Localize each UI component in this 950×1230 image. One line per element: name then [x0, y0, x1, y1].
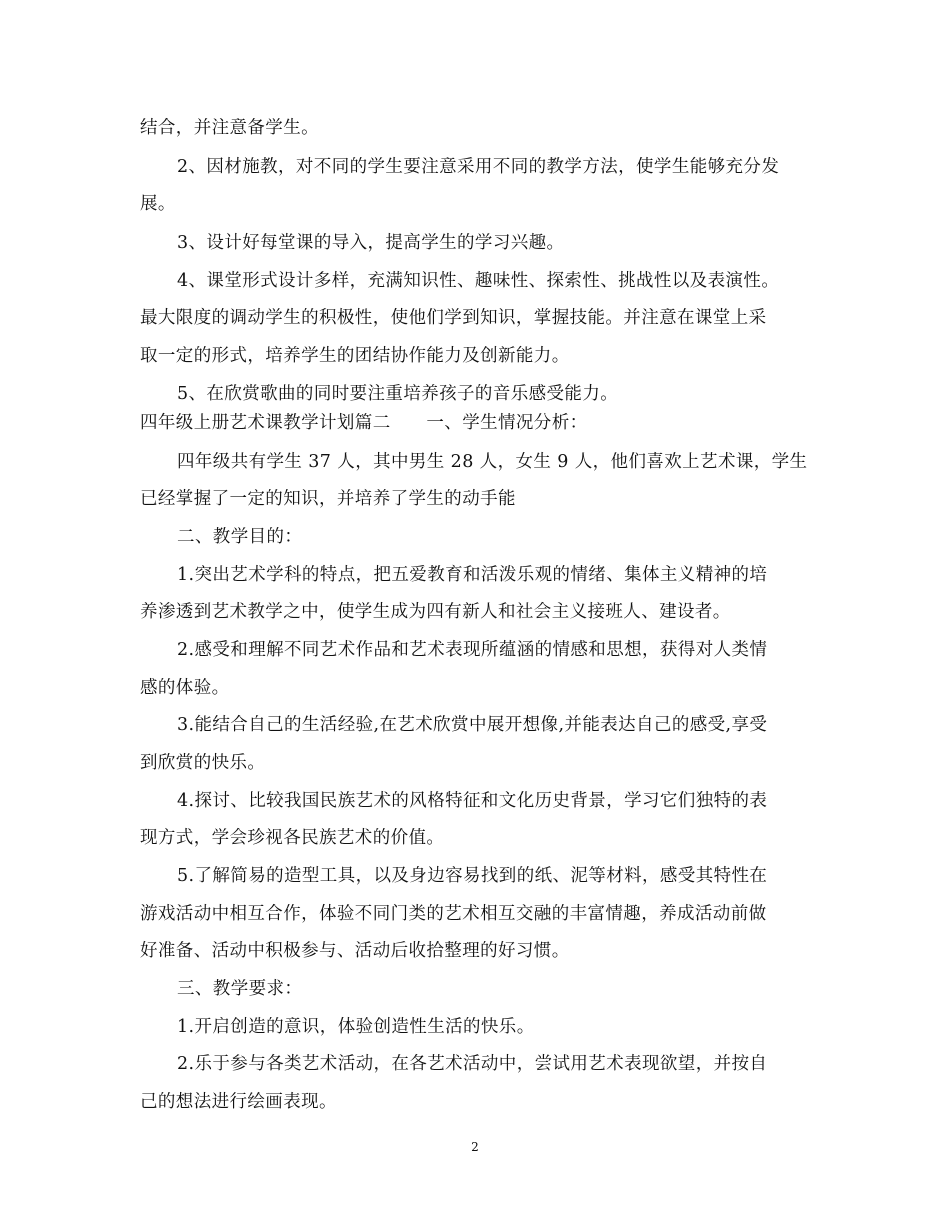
section-heading: 三、教学要求： [177, 979, 303, 999]
text-line: 3、设计好每堂课的导入，提高学生的学习兴趣。 [177, 233, 565, 253]
text-line: 5.了解简易的造型工具，以及身边容易找到的纸、泥等材料，感受其特性在 [177, 866, 768, 886]
text-line: 1.突出艺术学科的特点，把五爱教育和活泼乐观的情绪、集体主义精神的培 [177, 565, 768, 585]
text-line: 己的想法进行绘画表现。 [140, 1092, 337, 1112]
text-line: 好准备、活动中积极参与、活动后收拾整理的好习惯。 [140, 941, 570, 961]
text-line: 1.开启创造的意识，体验创造性生活的快乐。 [177, 1017, 535, 1037]
section-heading: 二、教学目的： [177, 527, 303, 547]
text-line: 2.乐于参与各类艺术活动，在各艺术活动中，尝试用艺术表现欲望，并按自 [177, 1054, 768, 1074]
section-title: 四年级上册艺术课教学计划篇二 一、学生情况分析： [140, 413, 588, 433]
text-line: 结合，并注意备学生。 [140, 118, 319, 138]
text-line: 展。 [140, 194, 176, 214]
text-line: 感的体验。 [140, 678, 230, 698]
text-line: 养渗透到艺术教学之中，使学生成为四有新人和社会主义接班人、建设者。 [140, 602, 731, 622]
text-line: 游戏活动中相互合作，体验不同门类的艺术相互交融的丰富情趣，养成活动前做 [140, 904, 767, 924]
text-line: 4、课堂形式设计多样，充满知识性、趣味性、探索性、挑战性以及表演性。 [177, 271, 780, 291]
text-line: 四年级共有学生 37 人，其中男生 28 人，女生 9 人，他们喜欢上艺术课，学生 [177, 452, 808, 472]
page-number: 2 [471, 1140, 479, 1154]
text-line: 最大限度的调动学生的积极性，使他们学到知识，掌握技能。并注意在课堂上采 [140, 308, 767, 328]
text-line: 4.探讨、比较我国民族艺术的风格特征和文化历史背景，学习它们独特的表 [177, 791, 768, 811]
text-line: 2.感受和理解不同艺术作品和艺术表现所蕴涵的情感和思想，获得对人类情 [177, 640, 768, 660]
text-line: 5、在欣赏歌曲的同时要注重培养孩子的音乐感受能力。 [177, 384, 619, 404]
text-line: 2、因材施教，对不同的学生要注意采用不同的教学方法，使学生能够充分发 [177, 157, 780, 177]
text-line: 现方式，学会珍视各民族艺术的价值。 [140, 828, 445, 848]
text-line: 取一定的形式，培养学生的团结协作能力及创新能力。 [140, 346, 570, 366]
text-line: 到欣赏的快乐。 [140, 753, 266, 773]
text-line: 3.能结合自己的生活经验,在艺术欣赏中展开想像,并能表达自己的感受,享受 [177, 715, 768, 735]
text-line: 已经掌握了一定的知识，并培养了学生的动手能 [140, 489, 516, 509]
